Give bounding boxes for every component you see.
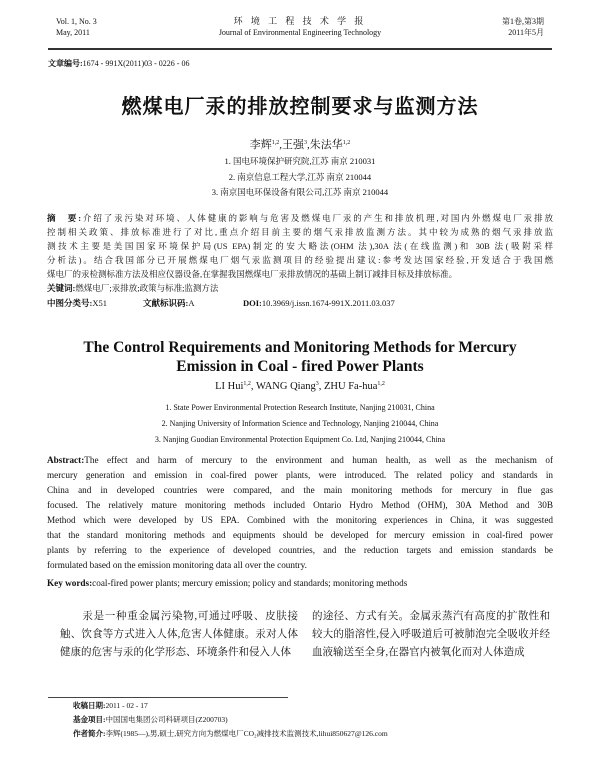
keywords-label-cn: 关键词: xyxy=(47,283,76,293)
author-affiliation-mark: 1,2 xyxy=(342,140,351,146)
volume-number: Vol. 1, No. 3 xyxy=(56,17,97,26)
footnote-value: 中国国电集团公司科研项目(Z200703) xyxy=(105,715,228,724)
title-en xyxy=(0,338,600,376)
abstract-line: mercury generation and emission in coal-fired power plants, were introduced. The related policy and standards in xyxy=(47,470,553,480)
abstract-line xyxy=(47,455,553,465)
keywords-cn xyxy=(47,282,553,294)
issue-date-cn: 2011年5月 xyxy=(508,28,544,37)
affiliation: 2. Nanjing University of Information Science and Technology, Nanjing 210044, China xyxy=(161,419,439,428)
volume-number-cn: 第1卷,第3期 xyxy=(502,17,544,26)
body-column-left: 汞是一种重金属污染物,可通过呼吸、皮肤接触、饮食等方式进入人体,危害人体健康。汞对人体健康的危害与汞的化学形态、环境条件和侵入人体 xyxy=(60,611,298,658)
author-name: LI Hui xyxy=(215,381,244,392)
affiliation: 3. 南京国电环保设备有限公司,江苏 南京 210044 xyxy=(211,187,389,197)
journal-name-en: Journal of Environmental Engineering Technology xyxy=(218,28,382,37)
article-number xyxy=(48,58,189,69)
footnote-value: 李辉(1985—),男,硕士,研究方向为燃煤电厂CO₂减排技术监测技术,lihui850627@126.com xyxy=(105,729,388,738)
abstract-line: 测技术主要是美国国家环境保护局(US EPA)制定的安大略法(OHM 法),30A 法(在线监测)和 30B 法(吸附采样 xyxy=(47,241,553,251)
article-number-value: 1674 - 991X(2011)03 - 0226 - 06 xyxy=(82,59,190,68)
affiliations-cn xyxy=(0,154,600,201)
footnote-label: 收稿日期: xyxy=(73,701,106,710)
footnote-rule xyxy=(48,697,288,698)
doi-value: 10.3969/j.issn.1674-991X.2011.03.037 xyxy=(261,298,395,308)
keywords-en xyxy=(47,578,553,588)
author-name: 李辉 xyxy=(249,139,272,151)
keywords-label-en: Key words: xyxy=(47,578,93,588)
title-cn: 燃煤电厂汞的排放控制要求与监测方法 xyxy=(121,94,479,118)
abstract-line: Method which were developed by US EPA. Combined with the monitoring experiences in China, it was suggested xyxy=(47,515,553,525)
affiliation: 2. 南京信息工程大学,江苏 南京 210044 xyxy=(228,171,372,182)
author-name: ,朱法华 xyxy=(307,139,343,151)
document-code-label: 文献标识码: xyxy=(143,298,189,308)
abstract-line: 控制相关政策、排放标准进行了对比,重点介绍目前主要的烟气汞排放监测方法。其中较为成熟的烟气汞排放监 xyxy=(47,227,553,237)
doi-label: DOI: xyxy=(243,298,262,308)
footnote-label: 基金项目: xyxy=(73,715,106,724)
title-en-line: Emission in Coal - fired Power Plants xyxy=(176,358,424,375)
abstract-line: 煤电厂的汞检测标准方法及相应仪器设备,在掌握我国燃煤电厂汞排放情况的基础上制订减排目标及排放标准。 xyxy=(47,269,458,279)
abstract-line: that the standard monitoring methods and equipments should be developed for mercury emission in coal-fired power xyxy=(47,530,553,540)
affiliations-en xyxy=(0,400,600,448)
author-name: , ZHU Fa-hua xyxy=(318,381,378,392)
article-number-label: 文章编号: xyxy=(48,59,83,68)
abstract-text: 介绍了汞污染对环境、人体健康的影响与危害及燃煤电厂汞的产生和排放机理,对国内外燃煤电厂汞排放 xyxy=(81,213,553,223)
clc-label: 中图分类号: xyxy=(47,298,93,308)
abstract-text: The effect and harm of mercury to the environment and human health, as well as the mechanism of xyxy=(84,455,553,465)
authors-cn xyxy=(0,136,600,152)
body-column-right: 的途径、方式有关。金属汞蒸汽有高度的扩散性和较大的脂溶性,侵入呼吸道后可被肺泡完全吸收并经血液输送至全身,在器官内被氧化而对人体造成 xyxy=(312,611,550,658)
issue-date: May, 2011 xyxy=(56,28,90,37)
keywords-value-en: coal-fired power plants; mercury emission; policy and standards; monitoring methods xyxy=(92,578,408,588)
affiliation: 1. 国电环境保护研究院,江苏 南京 210031 xyxy=(224,156,376,166)
footnote-funding xyxy=(73,714,228,725)
authors-en xyxy=(0,381,600,392)
footnote-author-bio xyxy=(73,728,388,739)
journal-name-cn: 环 境 工 程 技 术 学 报 xyxy=(233,16,367,26)
affiliation: 3. Nanjing Guodian Environmental Protection Equipment Co. Ltd, Nanjing 210044, China xyxy=(154,435,446,444)
title-en-line: The Control Requirements and Monitoring Methods for Mercury xyxy=(83,339,517,356)
doi xyxy=(243,298,395,308)
abstract-line: plants by referring to the experience of developed countries, and the reduction targets and emission standards be xyxy=(47,545,553,555)
footnote-label: 作者简介: xyxy=(73,729,106,738)
footnote-received-date xyxy=(73,700,148,711)
author-name: ,王强 xyxy=(279,139,304,151)
abstract-line xyxy=(47,212,553,224)
document-code-value: A xyxy=(188,298,195,308)
author-affiliation-mark: 1,2 xyxy=(377,381,385,387)
clc-value: X51 xyxy=(92,298,107,308)
abstract-line: focused. The relatively mature monitoring methods included Ontario Hydro Method (OHM), 30A Method and 30B xyxy=(47,500,553,510)
volume-info-cn xyxy=(502,16,544,38)
abstract-line: 分析法)。结合我国部分已开展燃煤电厂烟气汞监测项目的经验提出建议:参考发达国家经验,开发适合于我国燃 xyxy=(47,255,553,265)
abstract-label-en: Abstract: xyxy=(47,455,85,465)
author-affiliation-mark: 3 xyxy=(315,381,319,387)
author-name: , WANG Qiang xyxy=(250,381,316,392)
document-code xyxy=(143,297,243,309)
author-affiliation-mark: 1,2 xyxy=(271,140,280,146)
abstract-label-cn: 摘 要: xyxy=(47,213,82,223)
abstract-line: formulated based on the emission monitoring data all over the country. xyxy=(47,560,307,570)
author-affiliation-mark: 3 xyxy=(304,140,307,146)
keywords-value-cn: 燃煤电厂;汞排放;政策与标准;监测方法 xyxy=(75,283,219,293)
footnote-value: 2011 - 02 - 17 xyxy=(105,701,148,710)
author-affiliation-mark: 1,2 xyxy=(243,381,251,387)
classification-line xyxy=(47,297,553,309)
abstract-line: China and in developed countries were compared, and the main monitoring methods for mercury in flue gas xyxy=(47,485,553,495)
affiliation: 1. State Power Environmental Protection Research Institute, Nanjing 210031, China xyxy=(165,403,435,412)
clc-number xyxy=(47,297,143,309)
header-rule xyxy=(48,48,552,50)
